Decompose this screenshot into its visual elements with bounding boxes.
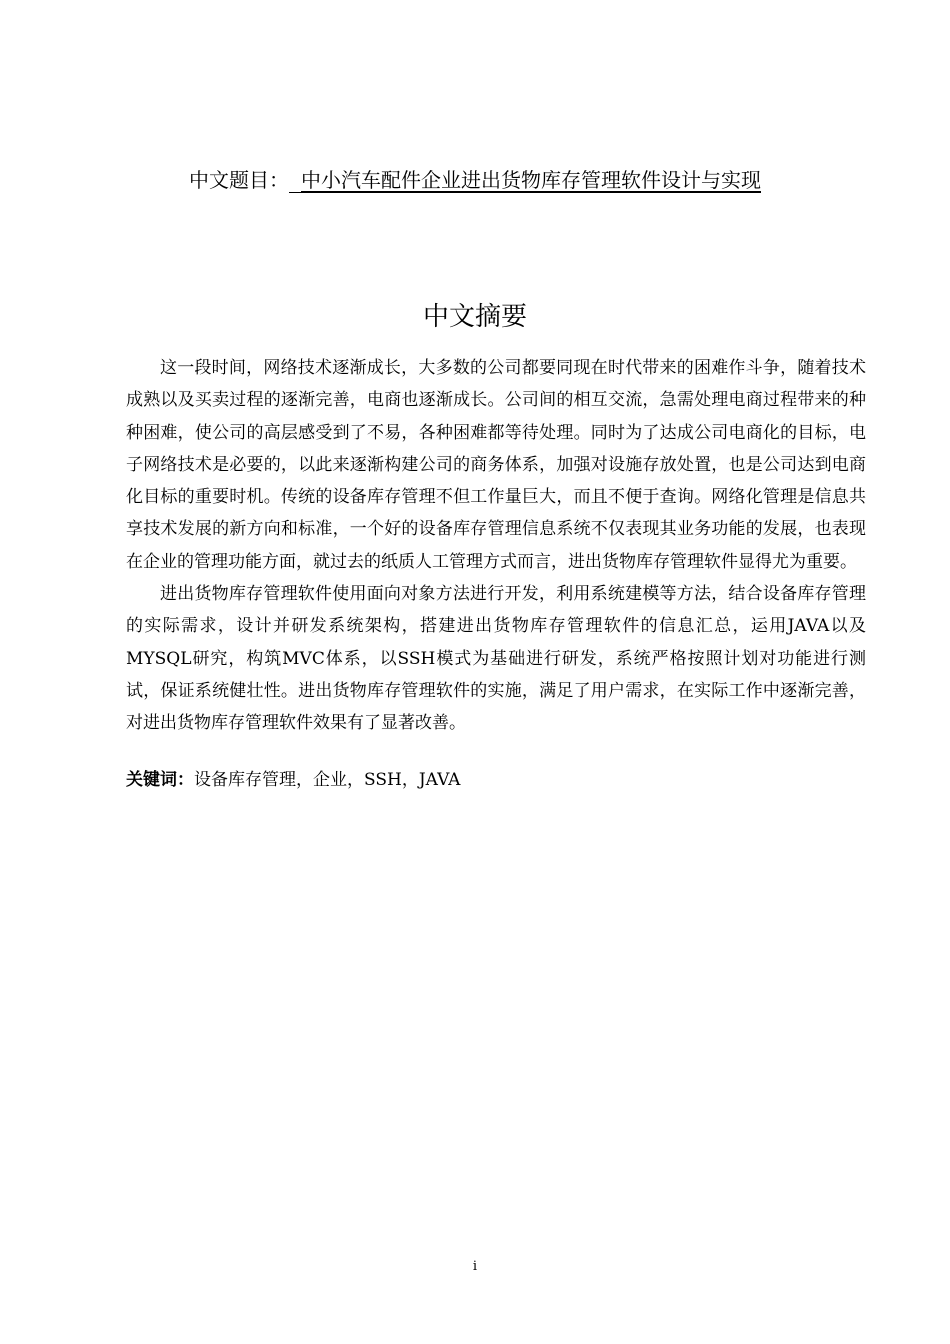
abstract-heading: 中文摘要 [422,302,527,332]
title-label: 中文题目： [189,168,289,192]
abstract-body [126,352,866,740]
page-number: i [472,1259,478,1274]
abstract-paragraph-1: 这一段时间，网络技术逐渐成长，大多数的公司都要同现在时代带来的困难作斗争，随着技术成熟以及买卖过程的逐渐完善，电商也逐渐成长。公司间的相互交流，急需处理电商过程带来的种种困难，使公司的高层感受到了不易，各种困难都等待处理。同时为了达成公司电商化的目标，电子网络技术是必要的，以此来逐渐构建公司的商务体系，加强对设施存放处置，也是公司达到电商化目标的重要时机。传统的设备库存管理不但工作量巨大，而且不便于查询。网络化管理是信息共享技术发展的新方向和标准，一个好的设备库存管理信息系统不仅表现其业务功能的发展，也表现在企业的管理功能方面，就过去的纸质人工管理方式而言，进出货物库存管理软件显得尤为重要。 [126,358,866,572]
keywords-line [126,764,866,796]
chinese-title-line [0,163,950,197]
keywords-value: 设备库存管理，企业，SSH，JAVA [194,770,461,790]
keywords-label: 关键词： [126,770,194,790]
abstract-paragraph-2: 进出货物库存管理软件使用面向对象方法进行开发，利用系统建模等方法，结合设备库存管理的实际需求，设计并研发系统架构，搭建进出货物库存管理软件的信息汇总，运用JAVA以及MYSQL研究，构筑MVC体系，以SSH模式为基础进行研发，系统严格按照计划对功能进行测试，保证系统健壮性。进出货物库存管理软件的实施，满足了用户需求，在实际工作中逐渐完善，对进出货物库存管理软件效果有了显著改善。 [126,584,866,734]
title-value: 中小汽车配件企业进出货物库存管理软件设计与实现 [301,168,761,192]
title-underline-pad [289,191,301,193]
